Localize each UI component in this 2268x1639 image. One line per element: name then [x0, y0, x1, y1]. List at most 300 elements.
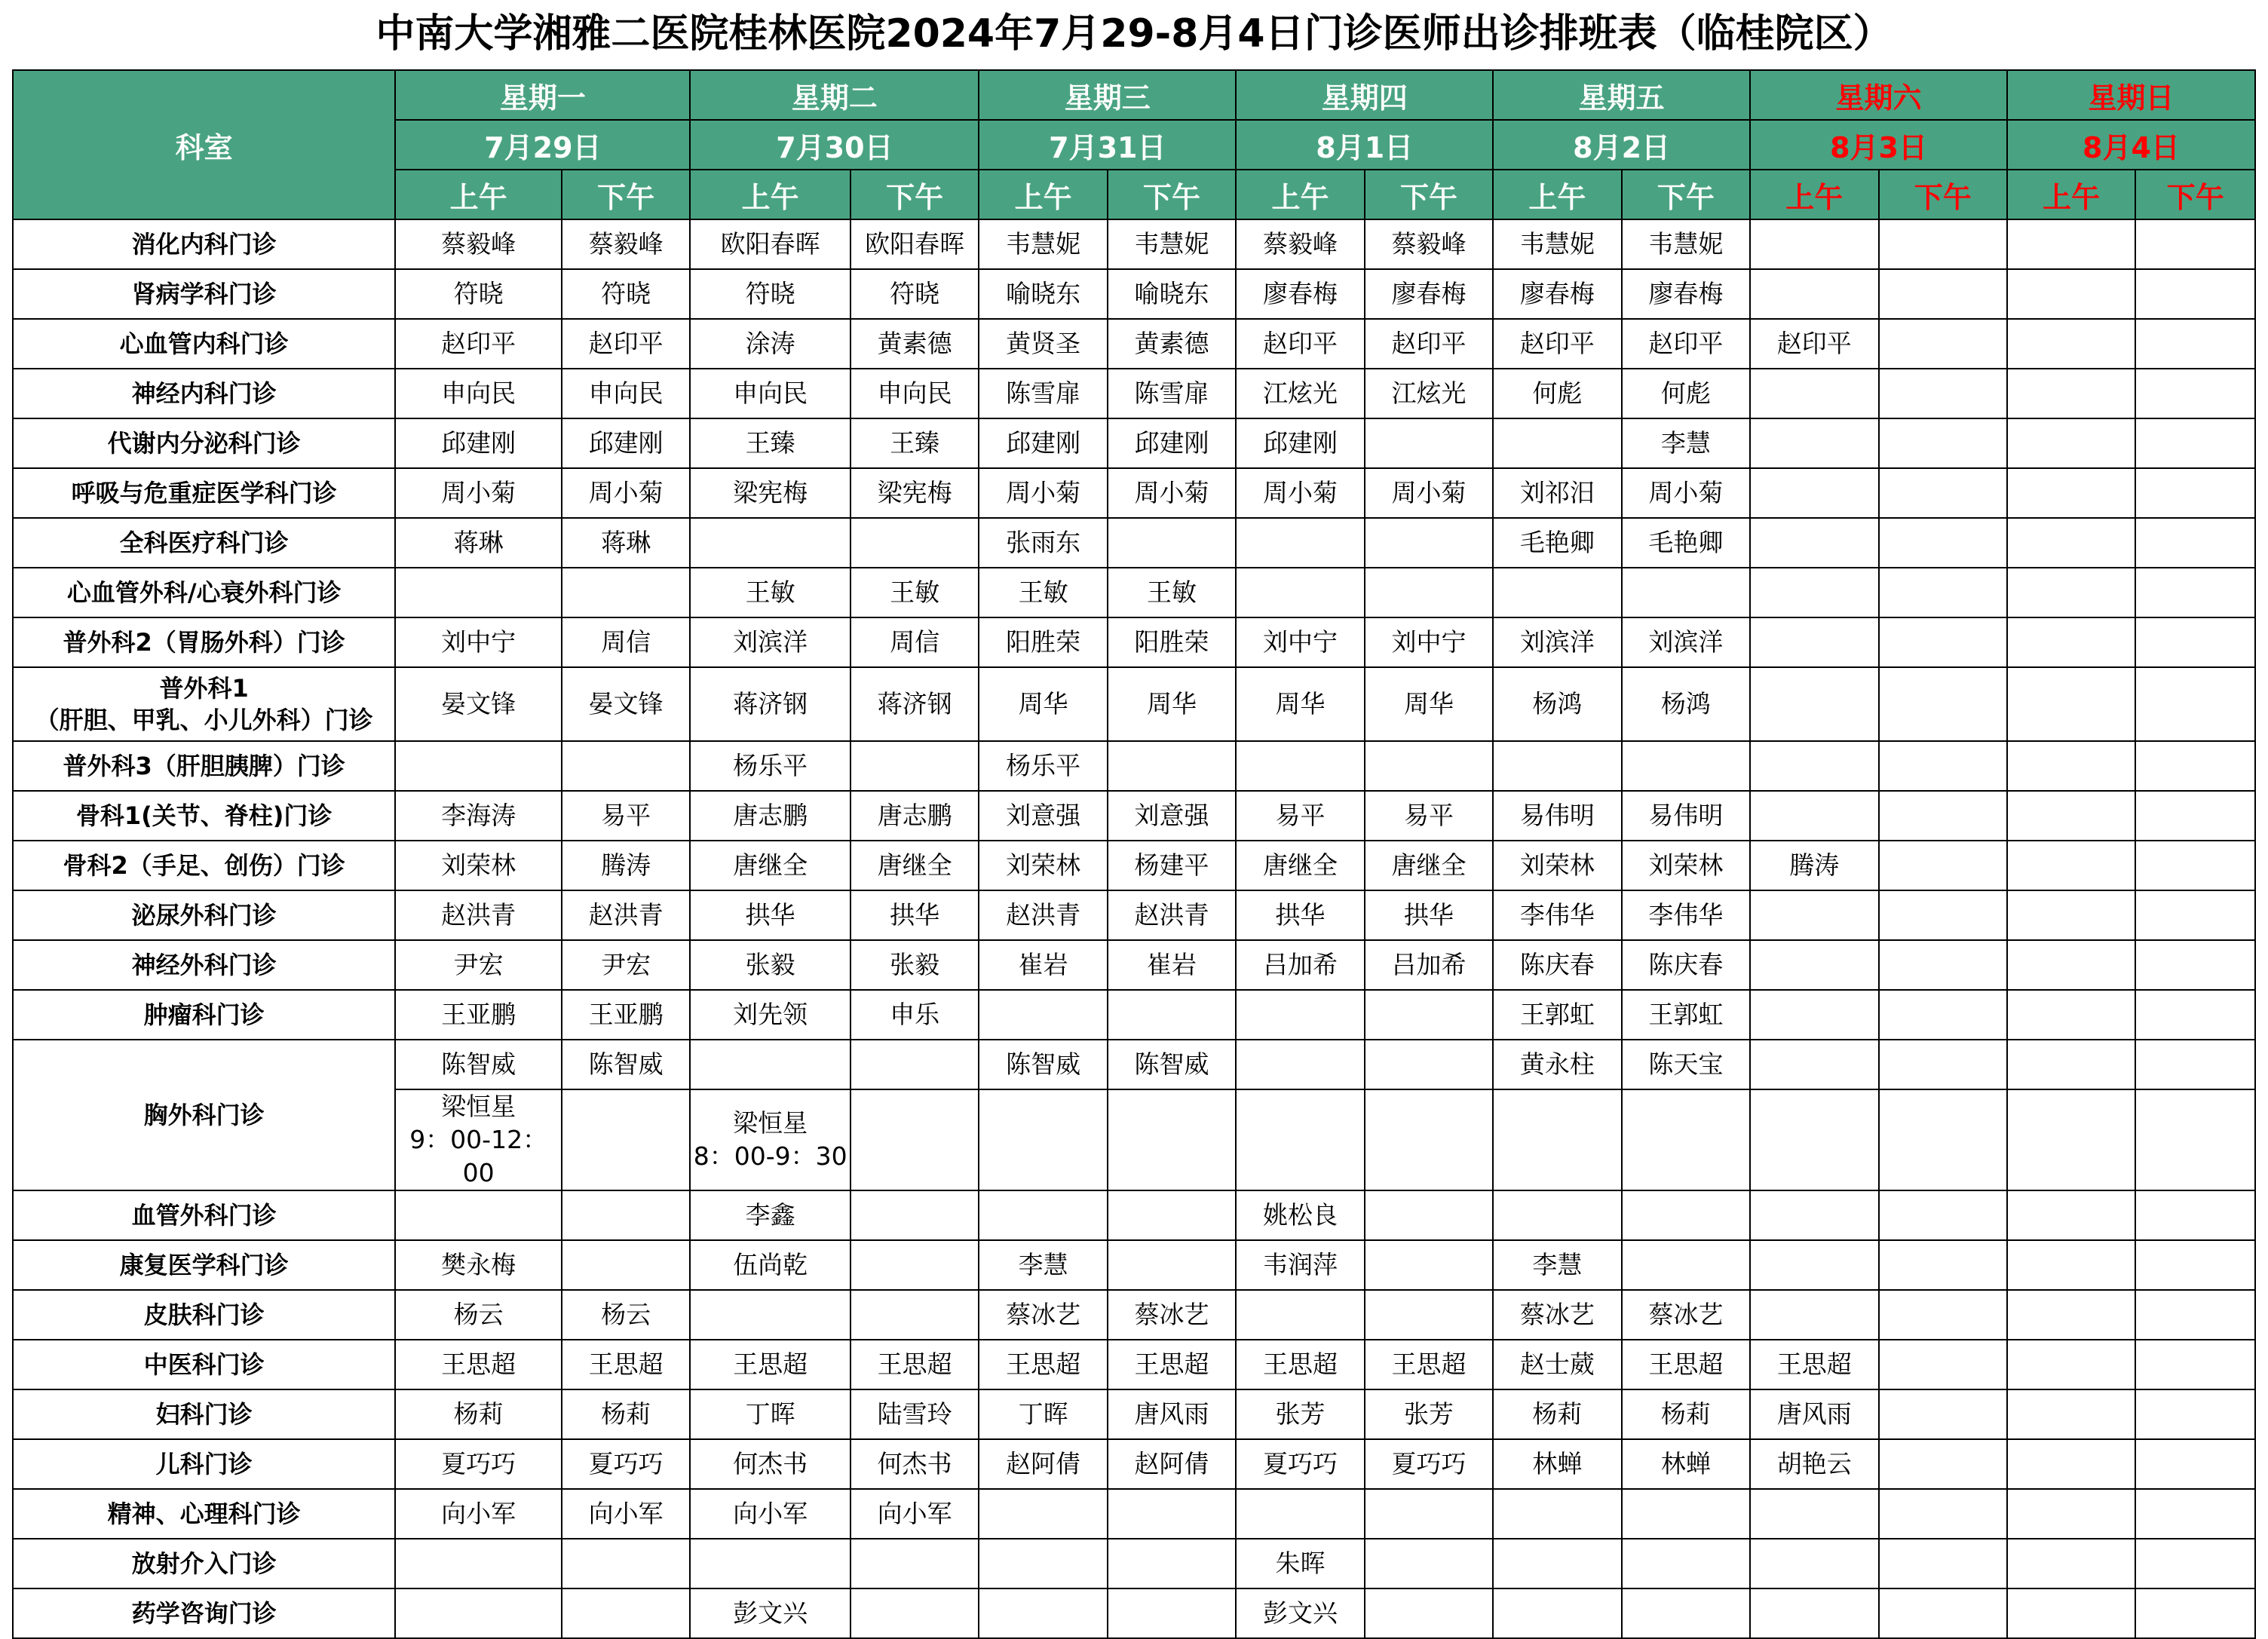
doctor-cell: 丁晖: [690, 1389, 851, 1439]
doctor-cell: 赵印平: [1622, 319, 1750, 369]
doctor-cell: 周小菊: [562, 468, 690, 518]
doctor-cell: [2135, 518, 2255, 568]
doctor-cell: 彭文兴: [690, 1588, 851, 1638]
doctor-cell: 腾涛: [1750, 841, 1878, 890]
doctor-cell: 王思超: [979, 1340, 1107, 1389]
doctor-cell: [1879, 369, 2007, 418]
doctor-cell: [1493, 1190, 1621, 1240]
doctor-cell: 杨莉: [395, 1389, 562, 1439]
doctor-cell: [2007, 990, 2135, 1040]
doctor-cell: [979, 1489, 1107, 1539]
doctor-cell: 周小菊: [1108, 468, 1236, 518]
doctor-cell: [690, 1089, 851, 1190]
doctor-cell: [1750, 741, 1878, 791]
doctor-cell: [1236, 1489, 1364, 1539]
table-row: [13, 468, 2255, 518]
doctor-cell: [1750, 369, 1878, 418]
table-row: [13, 319, 2255, 369]
doctor-cell: [2135, 568, 2255, 617]
doctor-cell: [1236, 518, 1364, 568]
morning-session-header: 上午: [690, 170, 851, 219]
department-name: [13, 369, 395, 418]
doctor-cell: [1879, 1040, 2007, 1089]
doctor-cell: 毛艳卿: [1622, 518, 1750, 568]
doctor-cell: [1493, 418, 1621, 468]
doctor-cell: 夏巧巧: [562, 1439, 690, 1489]
department-label: 消化内科门诊: [131, 230, 277, 259]
doctor-cell: [1750, 990, 1878, 1040]
doctor-cell: 阳胜荣: [979, 617, 1107, 667]
doctor-cell: 王郭虹: [1622, 990, 1750, 1040]
doctor-cell: [2007, 791, 2135, 841]
doctor-cell: 黄永柱: [1493, 1040, 1621, 1089]
doctor-cell: [979, 1190, 1107, 1240]
doctor-cell: [1750, 1190, 1878, 1240]
doctor-cell: 黄贤圣: [979, 319, 1107, 369]
doctor-cell: [395, 1190, 562, 1240]
doctor-cell: 杨莉: [562, 1389, 690, 1439]
doctor-cell: [562, 568, 690, 617]
doctor-cell: 樊永梅: [395, 1240, 562, 1290]
department-name: [13, 990, 395, 1040]
doctor-cell: 李慧: [979, 1240, 1107, 1290]
doctor-cell: [979, 1588, 1107, 1638]
department-name: [13, 1040, 395, 1190]
doctor-cell: 王思超: [395, 1340, 562, 1389]
doctor-cell: [2007, 741, 2135, 791]
department-name: [13, 1588, 395, 1638]
doctor-cell: [2135, 468, 2255, 518]
department-name: [13, 741, 395, 791]
header-row-weekdays: [13, 70, 2255, 120]
doctor-cell: 廖春梅: [1622, 269, 1750, 319]
doctor-cell: [1236, 1290, 1364, 1340]
doctor-cell: 唐继全: [1365, 841, 1493, 890]
department-name: [13, 1539, 395, 1588]
doctor-cell: [562, 1089, 690, 1190]
doctor-cell: 陈智威: [395, 1040, 562, 1089]
doctor-cell: 黄素德: [1108, 319, 1236, 369]
dept-column-header: 科室: [13, 70, 395, 219]
doctor-cell: [1750, 791, 1878, 841]
doctor-cell: 赵印平: [1365, 319, 1493, 369]
doctor-cell: 赵印平: [395, 319, 562, 369]
doctor-cell: [2135, 791, 2255, 841]
doctor-cell: 喻晓东: [1108, 269, 1236, 319]
doctor-cell: 赵士葳: [1493, 1340, 1621, 1389]
doctor-cell: [1108, 1588, 1236, 1638]
doctor-cell: [2135, 1439, 2255, 1489]
doctor-cell: [979, 1089, 1107, 1190]
doctor-cell: [1493, 1089, 1621, 1190]
doctor-cell: 符晓: [562, 269, 690, 319]
afternoon-session-header: 下午: [1365, 170, 1493, 219]
doctor-cell: 张毅: [690, 940, 851, 990]
doctor-cell: 蔡冰艺: [1493, 1290, 1621, 1340]
weekday-header: 星期二: [690, 70, 979, 120]
morning-session-header: 上午: [979, 170, 1107, 219]
doctor-cell: [2135, 617, 2255, 667]
department-name: [13, 1340, 395, 1389]
doctor-cell: 张芳: [1365, 1389, 1493, 1439]
doctor-cell: 刘祁汨: [1493, 468, 1621, 518]
doctor-cell: 伍尚乾: [690, 1240, 851, 1290]
table-row: [13, 890, 2255, 940]
department-label: 肾病学科门诊: [131, 280, 277, 308]
doctor-cell: 拱华: [1236, 890, 1364, 940]
doctor-cell: [1879, 791, 2007, 841]
doctor-cell: 夏巧巧: [1236, 1439, 1364, 1489]
doctor-cell: [1879, 741, 2007, 791]
doctor-cell: 邱建刚: [562, 418, 690, 468]
doctor-cell: 陈智威: [1108, 1040, 1236, 1089]
doctor-cell: 赵洪青: [979, 890, 1107, 940]
doctor-cell: [1750, 1588, 1878, 1638]
doctor-cell: [1879, 1340, 2007, 1389]
doctor-cell: [2007, 1439, 2135, 1489]
doctor-cell: [2007, 890, 2135, 940]
doctor-cell: 向小军: [395, 1489, 562, 1539]
doctor-cell: [2135, 1240, 2255, 1290]
table-row: [13, 219, 2255, 269]
doctor-cell: [2135, 990, 2255, 1040]
doctor-cell: 周华: [1108, 667, 1236, 741]
doctor-cell: [2007, 1240, 2135, 1290]
doctor-cell: 周华: [1365, 667, 1493, 741]
doctor-cell: 何彪: [1493, 369, 1621, 418]
doctor-cell: 拱华: [690, 890, 851, 940]
doctor-cell: 王敏: [690, 568, 851, 617]
doctor-cell: 蒋济钢: [851, 667, 979, 741]
doctor-cell: 赵洪青: [1108, 890, 1236, 940]
table-row: [13, 1439, 2255, 1489]
doctor-cell: [1879, 1290, 2007, 1340]
doctor-cell: [2007, 940, 2135, 990]
doctor-cell: [851, 1539, 979, 1588]
page-title: 中南大学湘雅二医院桂林医院2024年7月29-8月4日门诊医师出诊排班表（临桂院区）: [375, 11, 1893, 57]
date-header: 8月2日: [1493, 120, 1750, 170]
doctor-cell: 陈庆春: [1493, 940, 1621, 990]
doctor-cell: [1493, 1588, 1621, 1638]
doctor-cell: [1879, 617, 2007, 667]
doctor-cell: 蒋琳: [395, 518, 562, 568]
doctor-cell: [1365, 1489, 1493, 1539]
table-row: [13, 418, 2255, 468]
morning-session-header: 上午: [2007, 170, 2135, 219]
doctor-cell: [1879, 568, 2007, 617]
doctor-cell: [1365, 1040, 1493, 1089]
doctor-cell: [1108, 518, 1236, 568]
table-header: [13, 70, 2255, 219]
doctor-cell: 王思超: [1750, 1340, 1878, 1389]
doctor-cell: 赵印平: [562, 319, 690, 369]
doctor-cell: [1365, 418, 1493, 468]
department-name: [13, 518, 395, 568]
doctor-cell: 蔡毅峰: [562, 219, 690, 269]
doctor-cell: 拱华: [1365, 890, 1493, 940]
doctor-cell: [690, 1040, 851, 1089]
doctor-cell: 蔡冰艺: [1108, 1290, 1236, 1340]
department-name: [13, 468, 395, 518]
doctor-cell: 向小军: [851, 1489, 979, 1539]
department-label: 妇科门诊: [155, 1400, 253, 1429]
doctor-cell: [851, 1290, 979, 1340]
doctor-cell: 何彪: [1622, 369, 1750, 418]
doctor-cell: [2007, 518, 2135, 568]
doctor-cell: [1622, 1588, 1750, 1638]
doctor-cell: [851, 1190, 979, 1240]
doctor-cell: [851, 1240, 979, 1290]
doctor-cell: 晏文锋: [562, 667, 690, 741]
doctor-cell: [1365, 1290, 1493, 1340]
doctor-cell: [395, 741, 562, 791]
doctor-cell: [1879, 1489, 2007, 1539]
doctor-cell: 杨云: [562, 1290, 690, 1340]
doctor-cell: [1365, 990, 1493, 1040]
doctor-cell: 易伟明: [1493, 791, 1621, 841]
doctor-cell: [2007, 219, 2135, 269]
doctor-cell: 陈庆春: [1622, 940, 1750, 990]
doctor-cell: [1236, 1040, 1364, 1089]
doctor-cell: [395, 1089, 562, 1190]
doctor-cell: [2135, 219, 2255, 269]
doctor-cell: [1365, 1240, 1493, 1290]
doctor-cell: [1365, 518, 1493, 568]
table-row: [13, 1190, 2255, 1240]
doctor-cell: 晏文锋: [395, 667, 562, 741]
doctor-cell: [1879, 1439, 2007, 1489]
doctor-cell: [2007, 1089, 2135, 1190]
doctor-cell: [690, 1290, 851, 1340]
doctor-cell: 符晓: [690, 269, 851, 319]
doctor-cell: [395, 1539, 562, 1588]
doctor-cell: 王敏: [851, 568, 979, 617]
doctor-cell: 邱建刚: [979, 418, 1107, 468]
doctor-cell: [2007, 841, 2135, 890]
department-label: 胸外科门诊: [143, 1101, 265, 1129]
doctor-cell: [562, 1240, 690, 1290]
doctor-cell: [1108, 1190, 1236, 1240]
doctor-cell: [2007, 1290, 2135, 1340]
doctor-cell: [1622, 741, 1750, 791]
doctor-cell: 丁晖: [979, 1389, 1107, 1439]
department-name: [13, 1389, 395, 1439]
doctor-cell: 王思超: [1622, 1340, 1750, 1389]
doctor-cell: [1750, 890, 1878, 940]
doctor-cell: [1236, 741, 1364, 791]
department-label: 放射介入门诊: [131, 1549, 277, 1578]
department-name: [13, 617, 395, 667]
doctor-cell: 周小菊: [979, 468, 1107, 518]
doctor-cell: 王臻: [851, 418, 979, 468]
morning-session-header: 上午: [1493, 170, 1621, 219]
doctor-cell: [851, 741, 979, 791]
doctor-cell: 朱晖: [1236, 1539, 1364, 1588]
doctor-cell: 王亚鹏: [562, 990, 690, 1040]
weekday-header: 星期日: [2007, 70, 2255, 120]
doctor-cell: [979, 990, 1107, 1040]
doctor-cell: 申向民: [562, 369, 690, 418]
doctor-cell: [2007, 568, 2135, 617]
doctor-cell: 唐继全: [851, 841, 979, 890]
department-label: 中医科门诊: [143, 1350, 265, 1379]
doctor-cell: 王敏: [1108, 568, 1236, 617]
date-header: 8月3日: [1750, 120, 2007, 170]
doctor-cell: 王臻: [690, 418, 851, 468]
department-name: [13, 1240, 395, 1290]
department-label: 皮肤科门诊: [143, 1300, 265, 1329]
doctor-cell: 陈天宝: [1622, 1040, 1750, 1089]
session-time: 9：00-12：00: [409, 1125, 548, 1187]
doctor-cell: 申向民: [690, 369, 851, 418]
doctor-cell: 邱建刚: [395, 418, 562, 468]
doctor-cell: [1750, 468, 1878, 518]
doctor-cell: [1879, 990, 2007, 1040]
doctor-cell: 周小菊: [1365, 468, 1493, 518]
doctor-cell: [1622, 1190, 1750, 1240]
doctor-cell: 周小菊: [395, 468, 562, 518]
afternoon-session-header: 下午: [1108, 170, 1236, 219]
doctor-cell: 韦慧妮: [1108, 219, 1236, 269]
doctor-cell: 刘中宁: [1236, 617, 1364, 667]
doctor-cell: 刘中宁: [1365, 617, 1493, 667]
table-row: [13, 1290, 2255, 1340]
department-label: 代谢内分泌科门诊: [107, 429, 301, 458]
doctor-cell: 向小军: [690, 1489, 851, 1539]
doctor-cell: [1879, 841, 2007, 890]
morning-session-header: 上午: [395, 170, 562, 219]
doctor-cell: 杨莉: [1622, 1389, 1750, 1439]
doctor-cell: 周信: [851, 617, 979, 667]
doctor-cell: 王思超: [1365, 1340, 1493, 1389]
table-body: [13, 219, 2255, 1638]
doctor-cell: 蔡冰艺: [1622, 1290, 1750, 1340]
table-row: [13, 369, 2255, 418]
doctor-cell: 刘荣林: [979, 841, 1107, 890]
doctor-cell: [1750, 269, 1878, 319]
department-label: 心血管内科门诊: [119, 329, 289, 358]
weekday-header: 星期一: [395, 70, 690, 120]
doctor-cell: 陈智威: [979, 1040, 1107, 1089]
doctor-cell: [395, 1588, 562, 1638]
doctor-cell: [2007, 1340, 2135, 1389]
doctor-cell: [562, 1588, 690, 1638]
doctor-cell: 刘滨洋: [690, 617, 851, 667]
doctor-cell: [1879, 1240, 2007, 1290]
doctor-cell: 王亚鹏: [395, 990, 562, 1040]
doctor-cell: [1365, 741, 1493, 791]
doctor-cell: 赵阿倩: [1108, 1439, 1236, 1489]
doctor-cell: [1108, 1089, 1236, 1190]
department-name: [13, 667, 395, 741]
doctor-cell: 刘荣林: [1622, 841, 1750, 890]
doctor-cell: [1365, 568, 1493, 617]
doctor-cell: [1493, 1489, 1621, 1539]
department-label: 全科医疗科门诊: [119, 528, 289, 557]
doctor-cell: 邱建刚: [1108, 418, 1236, 468]
doctor-cell: 蔡毅峰: [395, 219, 562, 269]
department-label: 骨科1(关节、脊柱)门诊: [75, 801, 333, 830]
doctor-cell: [2135, 369, 2255, 418]
doctor-cell: [1750, 1290, 1878, 1340]
doctor-cell: [2135, 418, 2255, 468]
doctor-cell: [2007, 418, 2135, 468]
weekday-header: 星期五: [1493, 70, 1750, 120]
doctor-cell: 唐风雨: [1750, 1389, 1878, 1439]
doctor-cell: 何杰书: [690, 1439, 851, 1489]
doctor-cell: 廖春梅: [1236, 269, 1364, 319]
doctor-cell: 刘意强: [1108, 791, 1236, 841]
table-row: [13, 1588, 2255, 1638]
doctor-cell: 尹宏: [395, 940, 562, 990]
doctor-cell: 蔡毅峰: [1236, 219, 1364, 269]
doctor-cell: 蒋琳: [562, 518, 690, 568]
doctor-cell: [2007, 1040, 2135, 1089]
department-name: [13, 1190, 395, 1240]
doctor-cell: [1879, 940, 2007, 990]
date-header: 8月4日: [2007, 120, 2255, 170]
doctor-cell: [2135, 940, 2255, 990]
doctor-cell: 赵洪青: [562, 890, 690, 940]
doctor-cell: 欧阳春晖: [690, 219, 851, 269]
doctor-cell: [851, 1089, 979, 1190]
doctor-cell: [1879, 418, 2007, 468]
doctor-cell: [1493, 1539, 1621, 1588]
doctor-cell: 陈智威: [562, 1040, 690, 1089]
doctor-cell: [2135, 1539, 2255, 1588]
doctor-cell: 刘荣林: [1493, 841, 1621, 890]
department-name: [13, 219, 395, 269]
doctor-cell: [562, 1539, 690, 1588]
doctor-cell: 吕加希: [1365, 940, 1493, 990]
doctor-cell: [2135, 1190, 2255, 1240]
date-header: 7月31日: [979, 120, 1236, 170]
doctor-cell: 涂涛: [690, 319, 851, 369]
doctor-cell: [1236, 990, 1364, 1040]
morning-session-header: 上午: [1236, 170, 1364, 219]
doctor-cell: 易平: [1236, 791, 1364, 841]
doctor-cell: [1108, 1539, 1236, 1588]
doctor-cell: 王思超: [562, 1340, 690, 1389]
doctor-cell: 夏巧巧: [1365, 1439, 1493, 1489]
doctor-cell: [979, 1539, 1107, 1588]
department-label: 普外科1: [159, 674, 249, 703]
doctor-cell: 唐志鹏: [690, 791, 851, 841]
doctor-cell: [2007, 1588, 2135, 1638]
doctor-cell: [2135, 841, 2255, 890]
doctor-cell: 赵印平: [1493, 319, 1621, 369]
doctor-cell: [1750, 667, 1878, 741]
doctor-cell: [2007, 269, 2135, 319]
doctor-cell: 向小军: [562, 1489, 690, 1539]
doctor-cell: [1365, 1190, 1493, 1240]
doctor-cell: 陈雪扉: [1108, 369, 1236, 418]
doctor-cell: 李慧: [1493, 1240, 1621, 1290]
doctor-cell: 易平: [562, 791, 690, 841]
doctor-cell: 杨乐平: [979, 741, 1107, 791]
doctor-cell: 姚松良: [1236, 1190, 1364, 1240]
doctor-cell: [1879, 667, 2007, 741]
doctor-cell: 王郭虹: [1493, 990, 1621, 1040]
doctor-cell: 夏巧巧: [395, 1439, 562, 1489]
department-label: 儿科门诊: [155, 1450, 253, 1478]
doctor-cell: 赵阿倩: [979, 1439, 1107, 1489]
doctor-cell: [851, 518, 979, 568]
doctor-cell: [1879, 1539, 2007, 1588]
doctor-cell: 韦润萍: [1236, 1240, 1364, 1290]
doctor-cell: 廖春梅: [1365, 269, 1493, 319]
afternoon-session-header: 下午: [1879, 170, 2007, 219]
